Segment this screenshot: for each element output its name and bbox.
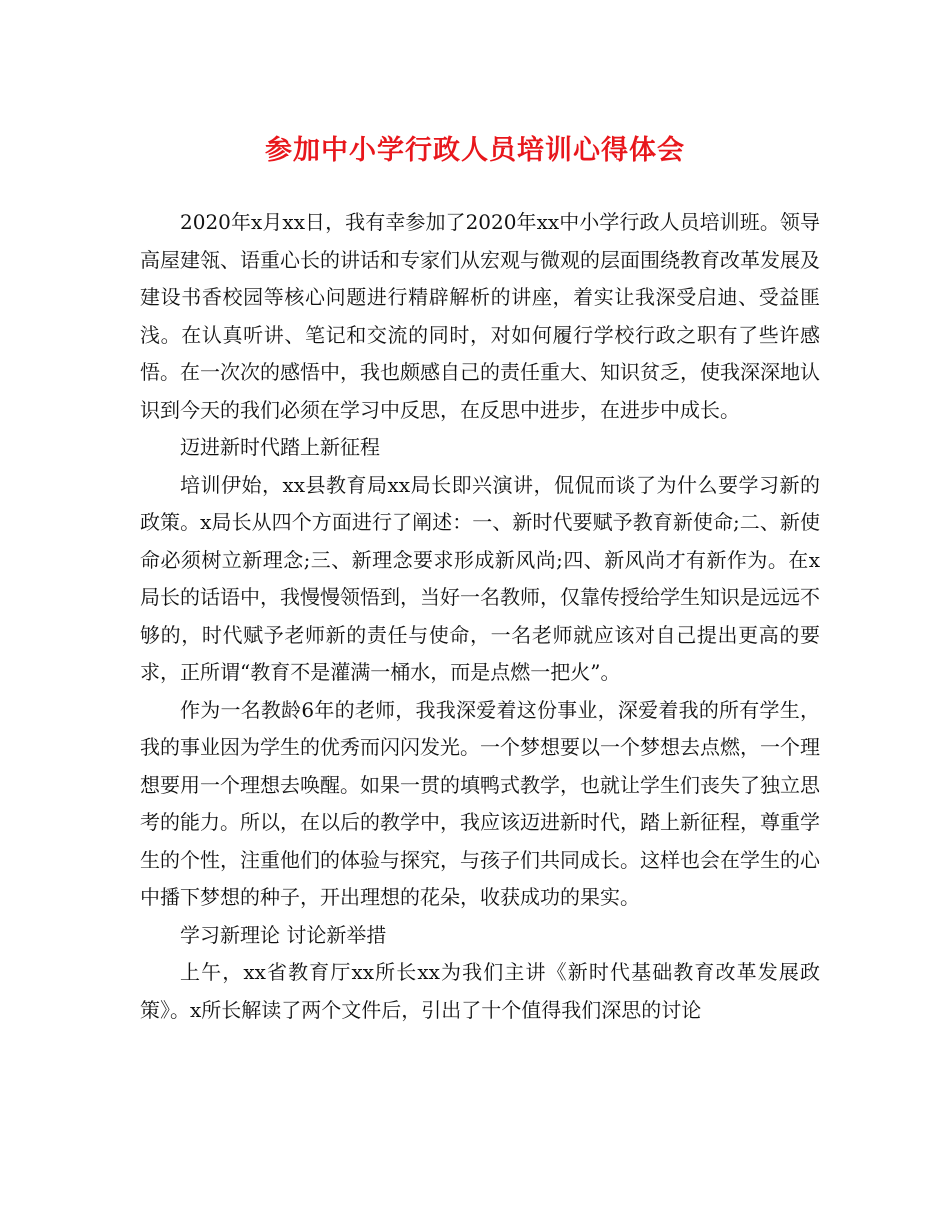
paragraph-intro: 2020年x月xx日，我有幸参加了2020年xx中小学行政人员培训班。领导高屋建瓴、语重心长的讲话和专家们从宏观与微观的层面围绕教育改革发展及建设书香校园等核心问题进行精辟解析的讲座，着实让我深受启迪、受益匪浅。在认真听讲、笔记和交流的同时，对如何履行学校行政之职有了些许感悟。在一次次的感悟中，我也颇感自己的责任重大、知识贫乏，使我深深地认识到今天的我们必须在学习中反思，在反思中进步，在进步中成长。 — [140, 210, 820, 422]
document-body — [140, 204, 820, 1029]
paragraph-teacher-reflection: 作为一名教龄6年的老师，我我深爱着这份事业，深爱着我的所有学生，我的事业因为学生的优秀而闪闪发光。一个梦想要以一个梦想去点燃，一个理想要用一个理想去唤醒。如果一贯的填鸭式教学，也就让学生们丧失了独立思考的能力。所以，在以后的教学中，我应该迈进新时代，踏上新征程，尊重学生的个性，注重他们的体验与探究，与孩子们共同成长。这样也会在学生的心中播下梦想的种子，开出理想的花朵，收获成功的果实。 — [140, 697, 820, 909]
paragraph-morning-lecture: 上午，xx省教育厅xx所长xx为我们主讲《新时代基础教育改革发展政策》。x所长解读了两个文件后，引出了十个值得我们深思的讨论 — [140, 960, 820, 1022]
paragraph-training-start: 培训伊始，xx县教育局xx局长即兴演讲，侃侃而谈了为什么要学习新的政策。x局长从四个方面进行了阐述：一、新时代要赋予教育新使命;二、新使命必须树立新理念;三、新理念要求形成新风尚;四、新风尚才有新作为。在x局长的话语中，我慢慢领悟到，当好一名教师，仅靠传授给学生知识是远远不够的，时代赋予老师新的责任与使命，一名老师就应该对自己提出更高的要求，正所谓“教育不是灌满一桶水，而是点燃一把火”。 — [140, 472, 820, 684]
section-heading-new-era: 迈进新时代踏上新征程 — [180, 435, 380, 459]
document-title: 参加中小学行政人员培训心得体会 — [265, 135, 685, 166]
section-heading-new-theory: 学习新理论 讨论新举措 — [180, 922, 387, 947]
